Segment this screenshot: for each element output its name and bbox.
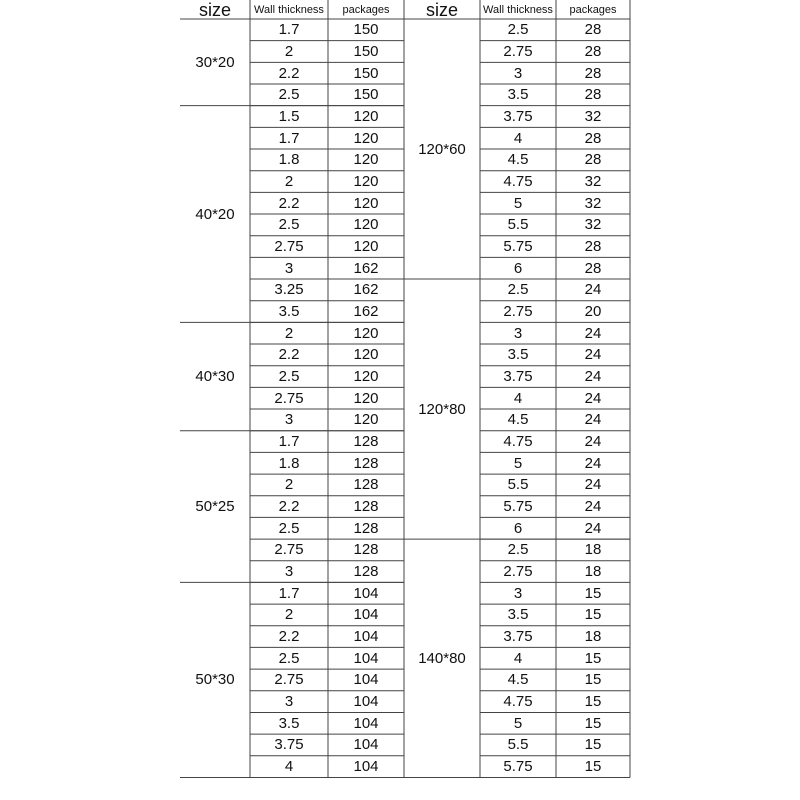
right-wall-thickness-cell: 2.75 [503,563,533,581]
left-wall-thickness-cell: 3 [284,259,294,277]
left-packages-cell: 120 [353,389,379,407]
right-wall-thickness-cell: 3.5 [507,606,529,624]
left-wall-thickness-cell: 3.5 [278,714,300,732]
left-wall-thickness-cell: 2 [284,324,294,342]
right-packages-cell: 24 [584,389,602,407]
right-packages-cell: 18 [584,628,602,646]
left-packages-cell: 120 [353,368,379,386]
right-size-label: 140*80 [418,649,466,667]
left-wall-thickness-cell: 2 [284,476,294,494]
right-packages-cell: 32 [584,108,602,125]
right-packages-cell: 18 [584,541,602,559]
right-wall-thickness-cell: 4.75 [503,693,533,711]
left-wall-thickness-cell: 2.75 [274,389,304,407]
right-packages-cell: 24 [584,498,602,516]
left-size-label: 30*20 [195,53,235,71]
right-wall-thickness-cell: 5 [513,714,523,732]
right-wall-thickness-cell: 3 [513,584,523,602]
right-packages-cell: 15 [584,736,602,754]
right-wall-thickness-cell: 4 [513,129,523,147]
left-packages-cell: 104 [353,693,379,711]
right-wall-thickness-cell: 3 [513,324,523,342]
left-wall-thickness-cell: 4 [284,758,294,776]
left-wall-thickness-cell: 2.5 [278,519,300,537]
left-wall-thickness-cell: 2.2 [278,498,300,516]
left-packages-cell: 104 [353,584,379,602]
right-packages-cell: 24 [584,433,602,451]
right-packages-cell: 24 [584,324,602,342]
left-packages-cell: 120 [353,173,379,191]
right-wall-thickness-cell: 5.75 [503,498,533,516]
left-size-label: 50*30 [195,671,235,689]
right-wall-thickness-cell: 3.75 [503,108,533,125]
right-packages-cell: 24 [584,519,602,537]
right-wall-thickness-cell: 5 [513,194,523,212]
right-wall-thickness-cell: 5.5 [507,476,529,494]
right-wall-thickness-cell: 4 [513,389,523,407]
left-packages-cell: 150 [353,64,379,82]
left-packages-cell: 120 [353,108,379,125]
right-packages-cell: 15 [584,606,602,624]
right-packages-cell: 24 [584,368,602,386]
right-wall-thickness-cell: 6 [513,519,523,537]
left-packages-cell: 150 [353,21,379,39]
right-wall-thickness-cell: 4.75 [503,173,533,191]
right-packages-cell: 15 [584,714,602,732]
right-wall-thickness-cell: 4.75 [503,433,533,451]
left-wall-thickness-cell: 3.5 [278,303,300,321]
left-packages-cell: 120 [353,151,379,169]
left-wall-thickness-cell: 2.75 [274,671,304,689]
left-size-header: size [198,0,231,20]
left-packages-cell: 120 [353,324,379,342]
left-packages-cell: 104 [353,714,379,732]
right-wall-thickness-cell: 5.5 [507,216,529,234]
left-packages-cell: 104 [353,758,379,776]
left-wall-thickness-cell: 1.7 [278,433,300,451]
left-wall-thickness-cell: 3.75 [274,736,304,754]
left-packages-cell: 120 [353,411,379,429]
left-packages-cell: 128 [353,476,379,494]
left-wall-thickness-cell: 2.5 [278,368,300,386]
right-packages-cell: 18 [584,563,602,581]
right-packages-cell: 28 [584,86,602,104]
left-wall-thickness-cell: 1.8 [278,454,300,472]
right-packages-cell: 28 [584,259,602,277]
right-wall-thickness-cell: 3.75 [503,628,533,646]
right-packages-header: packages [569,3,617,16]
left-wall-thickness-cell: 1.7 [278,584,300,602]
left-packages-cell: 104 [353,736,379,754]
right-packages-cell: 28 [584,129,602,147]
left-wall-thickness-cell: 2.75 [274,238,304,256]
right-size-label: 120*60 [418,140,466,158]
right-wall-thickness-cell: 5.5 [507,736,529,754]
left-size-label: 50*25 [195,498,235,516]
left-packages-cell: 162 [353,303,379,321]
right-packages-cell: 15 [584,584,602,602]
right-wall-thickness-cell: 4.5 [507,151,529,169]
right-wall-thickness-cell: 2.5 [507,281,529,299]
left-wall-thickness-cell: 3 [284,411,294,429]
left-packages-cell: 104 [353,628,379,646]
right-wall-thickness-cell: 3.75 [503,368,533,386]
right-packages-cell: 28 [584,21,602,39]
left-wall-thickness-cell: 2.2 [278,64,300,82]
left-packages-cell: 128 [353,519,379,537]
left-packages-cell: 104 [353,606,379,624]
right-packages-cell: 24 [584,346,602,364]
right-packages-cell: 20 [584,303,602,321]
right-packages-cell: 28 [584,42,602,60]
left-packages-cell: 128 [353,541,379,559]
left-wall-thickness-cell: 1.7 [278,21,300,39]
left-packages-cell: 128 [353,454,379,472]
left-wall-thickness-cell: 2.75 [274,541,304,559]
right-wall-thickness-cell: 5 [513,454,523,472]
left-wall-thickness-cell: 3.25 [274,281,304,299]
left-packages-cell: 162 [353,281,379,299]
right-wall-thickness-cell: 6 [513,259,523,277]
left-packages-cell: 104 [353,649,379,667]
right-packages-cell: 15 [584,693,602,711]
right-wall-thickness-cell: 2.5 [507,541,529,559]
right-packages-cell: 32 [584,173,602,191]
left-packages-cell: 120 [353,346,379,364]
right-packages-cell: 24 [584,476,602,494]
right-packages-cell: 15 [584,649,602,667]
right-wall-thickness-cell: 4.5 [507,671,529,689]
left-wall-thickness-cell: 2.5 [278,216,300,234]
right-size-label: 120*80 [418,400,466,418]
right-packages-cell: 28 [584,64,602,82]
left-wall-thickness-cell: 2.5 [278,649,300,667]
right-wall-thickness-cell: 5.75 [503,758,533,776]
left-wall-thickness-cell: 1.8 [278,151,300,169]
right-wall-thickness-cell: 2.5 [507,21,529,39]
right-wall-thickness-cell: 3.5 [507,346,529,364]
left-wall-thickness-cell: 1.5 [278,108,300,125]
left-packages-header: packages [342,3,390,16]
right-wall-thickness-cell: 2.75 [503,303,533,321]
left-packages-cell: 128 [353,433,379,451]
left-wall-thickness-cell: 1.7 [278,129,300,147]
right-packages-cell: 15 [584,671,602,689]
left-packages-cell: 120 [353,238,379,256]
right-wall-thickness-header: Wall thickness [483,3,553,16]
left-wall-thickness-cell: 2 [284,173,294,191]
left-packages-cell: 104 [353,671,379,689]
left-wall-thickness-cell: 3 [284,693,294,711]
left-packages-cell: 120 [353,216,379,234]
right-wall-thickness-cell: 3.5 [507,86,529,104]
left-wall-thickness-cell: 2.2 [278,194,300,212]
left-wall-thickness-cell: 2.5 [278,86,300,104]
left-wall-thickness-cell: 2 [284,606,294,624]
right-wall-thickness-cell: 4 [513,649,523,667]
left-packages-cell: 128 [353,563,379,581]
right-packages-cell: 32 [584,194,602,212]
left-packages-cell: 150 [353,42,379,60]
left-packages-cell: 120 [353,194,379,212]
left-wall-thickness-cell: 2.2 [278,346,300,364]
left-wall-thickness-header: Wall thickness [254,3,324,16]
left-packages-cell: 162 [353,259,379,277]
left-size-label: 40*30 [195,368,235,386]
right-packages-cell: 28 [584,151,602,169]
right-packages-cell: 15 [584,758,602,776]
right-packages-cell: 28 [584,238,602,256]
right-wall-thickness-cell: 2.75 [503,42,533,60]
right-wall-thickness-cell: 4.5 [507,411,529,429]
left-wall-thickness-cell: 2 [284,42,294,60]
right-packages-cell: 32 [584,216,602,234]
right-size-header: size [425,0,458,20]
right-packages-cell: 24 [584,411,602,429]
right-wall-thickness-cell: 3 [513,64,523,82]
left-wall-thickness-cell: 3 [284,563,294,581]
left-packages-cell: 120 [353,129,379,147]
right-wall-thickness-cell: 5.75 [503,238,533,256]
left-packages-cell: 150 [353,86,379,104]
left-packages-cell: 128 [353,498,379,516]
right-packages-cell: 24 [584,454,602,472]
left-size-label: 40*20 [195,205,235,223]
left-wall-thickness-cell: 2.2 [278,628,300,646]
right-packages-cell: 24 [584,281,602,299]
